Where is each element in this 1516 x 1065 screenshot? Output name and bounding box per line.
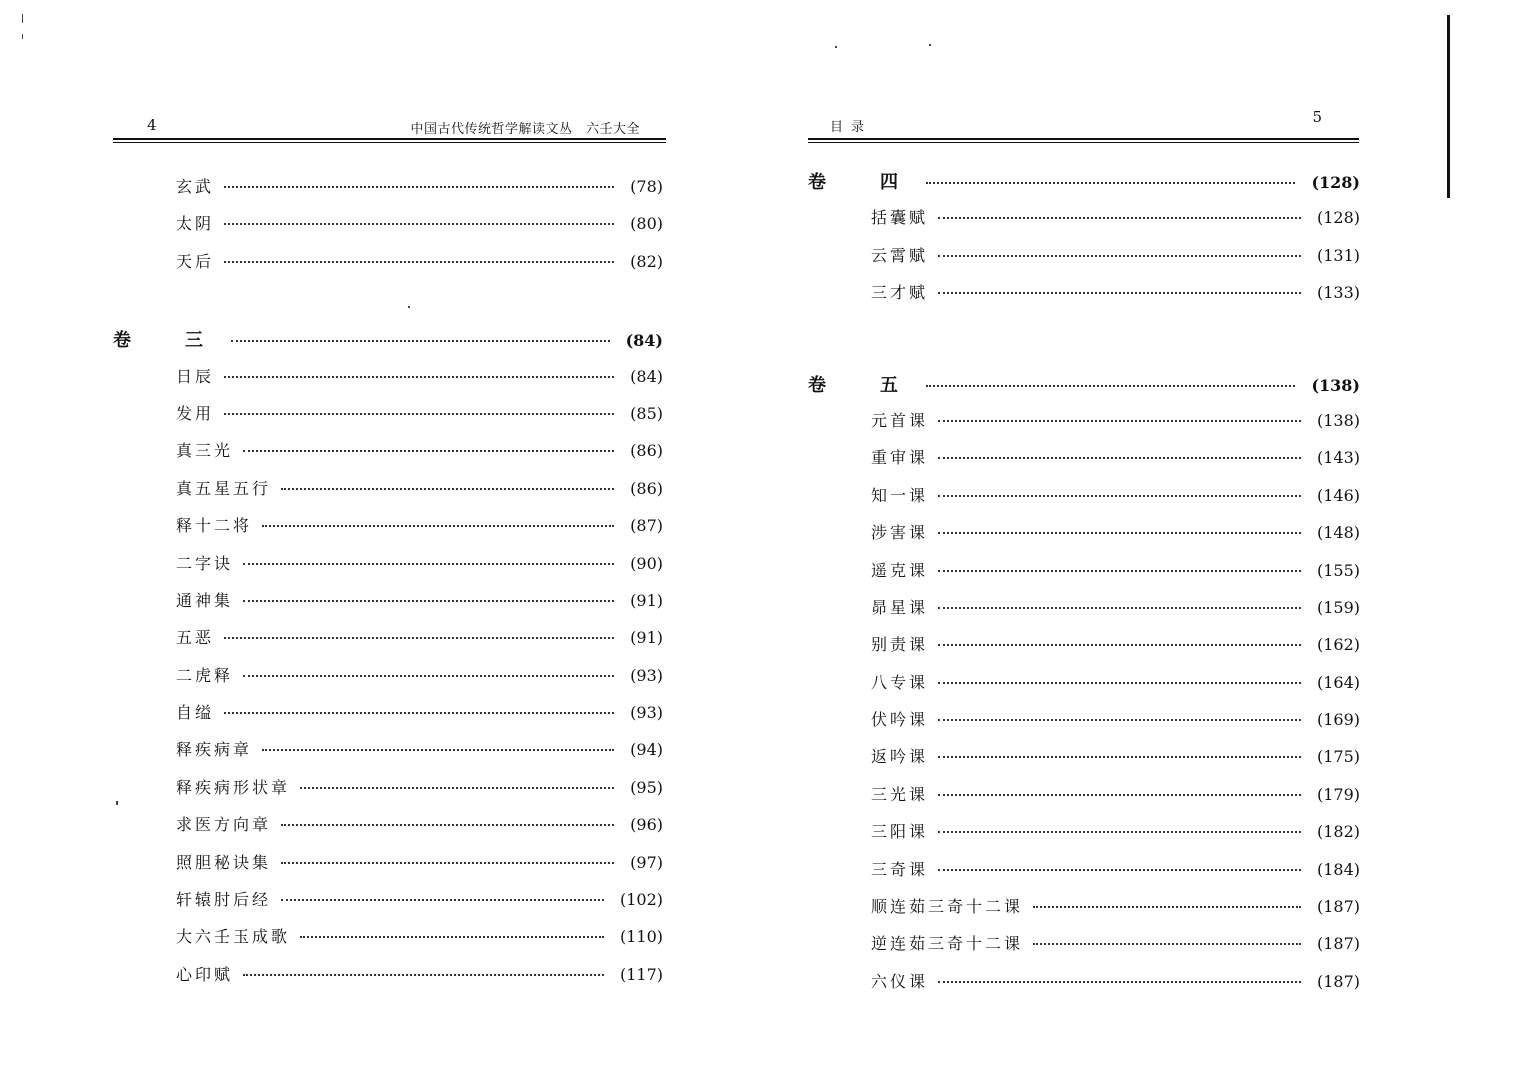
toc-entry-page: (175) xyxy=(1316,747,1360,767)
toc-entry-title: 八专课 xyxy=(871,672,929,692)
toc-entry-page: (117) xyxy=(619,964,663,984)
dot-leader xyxy=(224,261,614,263)
volume-title: 卷 四 xyxy=(808,172,916,193)
toc-entry[interactable] xyxy=(808,931,1360,968)
toc-entry-title: 三光课 xyxy=(871,784,929,804)
dot-leader xyxy=(281,899,604,901)
dot-leader xyxy=(938,644,1301,646)
dot-leader xyxy=(938,532,1301,534)
volume-heading[interactable] xyxy=(113,326,663,363)
toc-entry-page: (187) xyxy=(1316,971,1360,991)
toc-entry[interactable] xyxy=(113,364,663,401)
volume-heading[interactable] xyxy=(808,371,1360,408)
dot-leader xyxy=(938,831,1301,833)
scan-speck xyxy=(835,46,837,48)
toc-entry[interactable] xyxy=(113,812,663,849)
series-title: 中国古代传统哲学解读文丛 六壬大全 xyxy=(410,122,640,137)
toc-left xyxy=(113,174,663,999)
toc-entry-title: 真三光 xyxy=(176,441,234,461)
toc-entry-title: 云霄赋 xyxy=(871,245,929,265)
dot-leader xyxy=(243,450,614,452)
toc-entry-page: (91) xyxy=(630,590,663,610)
dot-leader xyxy=(281,862,614,864)
toc-entry[interactable] xyxy=(808,819,1360,856)
dot-leader xyxy=(300,936,604,938)
toc-entry[interactable] xyxy=(808,243,1360,280)
toc-entry-page: (97) xyxy=(630,852,663,872)
dot-leader xyxy=(1033,943,1301,945)
dot-leader xyxy=(281,824,614,826)
dot-leader xyxy=(938,495,1301,497)
toc-entry-page: (82) xyxy=(630,251,663,271)
toc-entry-title: 通神集 xyxy=(176,590,234,610)
dot-leader xyxy=(243,600,614,602)
toc-entry-title: 真五星五行 xyxy=(176,478,272,498)
toc-entry[interactable] xyxy=(808,969,1360,1006)
scan-speck xyxy=(408,306,410,308)
toc-entry-page: (179) xyxy=(1316,784,1360,804)
dot-leader xyxy=(1033,906,1301,908)
toc-entry-title: 二虎释 xyxy=(176,665,234,685)
toc-entry[interactable] xyxy=(113,625,663,662)
toc-entry-page: (184) xyxy=(1316,859,1360,879)
dot-leader xyxy=(938,719,1301,721)
toc-entry-page: (169) xyxy=(1316,710,1360,730)
dot-leader xyxy=(224,223,614,225)
toc-entry[interactable] xyxy=(113,211,663,248)
dot-leader xyxy=(262,525,614,527)
toc-entry-title: 昴星课 xyxy=(871,597,929,617)
toc-entry-title: 自缢 xyxy=(176,703,215,723)
toc-entry-page: (146) xyxy=(1316,485,1360,505)
toc-entry-page: (86) xyxy=(630,478,663,498)
dot-leader xyxy=(926,182,1295,184)
dot-leader xyxy=(938,682,1301,684)
toc-entry[interactable] xyxy=(113,551,663,588)
dot-leader xyxy=(938,420,1301,422)
toc-entry[interactable] xyxy=(808,670,1360,707)
dot-leader xyxy=(224,712,614,714)
toc-entry-title: 五恶 xyxy=(176,628,215,648)
toc-entry[interactable] xyxy=(113,962,663,999)
dot-leader xyxy=(938,756,1301,758)
dot-leader xyxy=(938,869,1301,871)
header-rule xyxy=(113,138,666,140)
dot-leader xyxy=(243,563,614,565)
toc-entry-title: 别责课 xyxy=(871,635,929,655)
dot-leader xyxy=(224,413,614,415)
dot-leader xyxy=(938,255,1301,257)
toc-entry[interactable] xyxy=(808,632,1360,669)
toc-entry-title: 玄武 xyxy=(176,177,215,196)
dot-leader xyxy=(281,488,614,490)
toc-entry-title: 涉害课 xyxy=(871,523,929,543)
toc-entry[interactable] xyxy=(113,924,663,961)
page-number: 5 xyxy=(1312,108,1322,126)
toc-entry-page: (87) xyxy=(630,516,663,536)
dot-leader xyxy=(938,981,1301,983)
toc-entry[interactable] xyxy=(113,401,663,438)
toc-entry[interactable] xyxy=(808,894,1360,931)
toc-entry-title: 重审课 xyxy=(871,448,929,468)
toc-entry-page: (131) xyxy=(1316,245,1360,265)
toc-entry[interactable] xyxy=(113,775,663,812)
toc-entry[interactable] xyxy=(808,707,1360,744)
toc-entry-page: (96) xyxy=(630,815,663,835)
toc-entry[interactable] xyxy=(808,483,1360,520)
dot-leader xyxy=(224,637,614,639)
toc-entry-page: (110) xyxy=(619,927,663,947)
toc-entry-page: (148) xyxy=(1316,523,1360,543)
toc-entry-page: (155) xyxy=(1316,560,1360,580)
toc-entry-page: (93) xyxy=(630,665,663,685)
scan-speck xyxy=(22,34,23,39)
toc-entry-title: 照胆秘诀集 xyxy=(176,852,272,872)
toc-entry[interactable] xyxy=(113,700,663,737)
right-page xyxy=(758,0,1516,1065)
dot-leader xyxy=(938,570,1301,572)
toc-entry-page: (182) xyxy=(1316,822,1360,842)
scan-edge-line xyxy=(1447,15,1450,198)
toc-entry-title: 遥克课 xyxy=(871,560,929,580)
volume-page: (128) xyxy=(1311,173,1360,192)
volume-heading[interactable] xyxy=(808,168,1360,205)
toc-entry-page: (187) xyxy=(1316,934,1360,954)
header-rule-thin xyxy=(808,142,1359,143)
toc-entry[interactable] xyxy=(808,595,1360,632)
toc-entry[interactable] xyxy=(808,445,1360,482)
toc-entry-title: 心印赋 xyxy=(176,964,234,984)
toc-entry-title: 日辰 xyxy=(176,366,215,386)
dot-leader xyxy=(926,385,1295,387)
toc-entry-page: (138) xyxy=(1316,410,1360,430)
toc-entry[interactable] xyxy=(113,850,663,887)
toc-entry[interactable] xyxy=(113,663,663,700)
toc-right xyxy=(808,168,1360,1006)
toc-entry-title: 三阳课 xyxy=(871,822,929,842)
toc-entry-page: (86) xyxy=(630,441,663,461)
toc-entry[interactable] xyxy=(113,249,663,286)
dot-leader xyxy=(231,340,610,342)
toc-entry[interactable] xyxy=(113,438,663,475)
toc-entry-page: (102) xyxy=(619,890,663,910)
scan-speck xyxy=(22,14,23,23)
toc-entry-page: (128) xyxy=(1316,208,1360,228)
section-label: 目录 xyxy=(830,120,873,135)
toc-entry[interactable] xyxy=(808,857,1360,894)
volume-page: (138) xyxy=(1311,375,1360,395)
toc-entry[interactable] xyxy=(808,408,1360,445)
dot-leader xyxy=(938,292,1301,294)
toc-entry[interactable] xyxy=(808,280,1360,317)
toc-entry-title: 括囊赋 xyxy=(871,208,929,228)
dot-leader xyxy=(938,607,1301,609)
toc-entry-page: (90) xyxy=(630,553,663,573)
toc-entry-title: 天后 xyxy=(176,251,215,271)
dot-leader xyxy=(224,186,614,188)
toc-entry-page: (93) xyxy=(630,703,663,723)
volume-title: 卷 五 xyxy=(808,374,916,396)
toc-entry[interactable] xyxy=(113,887,663,924)
header-rule-thin xyxy=(113,142,666,143)
toc-entry-title: 顺连茹三奇十二课 xyxy=(871,897,1024,917)
dot-leader xyxy=(300,787,614,789)
toc-entry-title: 释疾病形状章 xyxy=(176,777,291,797)
toc-entry-page: (95) xyxy=(630,777,663,797)
toc-entry[interactable] xyxy=(808,520,1360,557)
toc-entry-page: (94) xyxy=(630,740,663,760)
dot-leader xyxy=(938,457,1301,459)
toc-entry[interactable] xyxy=(808,558,1360,595)
toc-entry-page: (78) xyxy=(630,177,663,196)
toc-entry-title: 轩辕肘后经 xyxy=(176,890,272,910)
toc-entry[interactable] xyxy=(113,174,663,211)
volume-page: (84) xyxy=(625,331,663,351)
toc-entry[interactable] xyxy=(113,476,663,513)
toc-entry-title: 元首课 xyxy=(871,410,929,430)
page-number: 4 xyxy=(147,116,157,134)
toc-entry-title: 释疾病章 xyxy=(176,740,253,760)
scan-speck xyxy=(929,44,931,46)
running-head-left xyxy=(113,116,666,136)
header-rule xyxy=(808,138,1359,140)
toc-entry-title: 六仪课 xyxy=(871,971,929,991)
toc-entry-page: (133) xyxy=(1316,283,1360,303)
toc-entry-title: 释十二将 xyxy=(176,516,253,536)
toc-entry-title: 求医方向章 xyxy=(176,815,272,835)
toc-entry-title: 太阴 xyxy=(176,214,215,234)
toc-entry[interactable] xyxy=(808,744,1360,781)
toc-entry-page: (84) xyxy=(630,366,663,386)
toc-entry-title: 大六壬玉成歌 xyxy=(176,927,291,947)
dot-leader xyxy=(224,376,614,378)
dot-leader xyxy=(262,749,614,751)
toc-entry-title: 三才赋 xyxy=(871,283,929,303)
toc-entry-title: 逆连茹三奇十二课 xyxy=(871,934,1024,954)
dot-leader xyxy=(243,974,604,976)
toc-entry-page: (162) xyxy=(1316,635,1360,655)
toc-entry-page: (164) xyxy=(1316,672,1360,692)
toc-entry-page: (187) xyxy=(1316,897,1360,917)
toc-entry-title: 二字诀 xyxy=(176,553,234,573)
toc-entry[interactable] xyxy=(113,588,663,625)
dot-leader xyxy=(938,794,1301,796)
toc-entry[interactable] xyxy=(808,782,1360,819)
toc-entry-page: (159) xyxy=(1316,597,1360,617)
toc-entry-title: 伏吟课 xyxy=(871,710,929,730)
toc-entry-title: 发用 xyxy=(176,403,215,423)
dot-leader xyxy=(243,675,614,677)
toc-entry-page: (91) xyxy=(630,628,663,648)
toc-entry[interactable] xyxy=(808,205,1360,242)
scan-speck xyxy=(116,801,118,805)
toc-entry-page: (80) xyxy=(630,214,663,234)
toc-entry[interactable] xyxy=(113,737,663,774)
toc-entry[interactable] xyxy=(113,513,663,550)
toc-entry-page: (85) xyxy=(630,403,663,423)
toc-entry-page: (143) xyxy=(1316,448,1360,468)
toc-entry-title: 知一课 xyxy=(871,485,929,505)
volume-title: 卷 三 xyxy=(113,330,221,352)
running-head-right xyxy=(808,108,1359,136)
dot-leader xyxy=(938,217,1301,219)
toc-entry-title: 三奇课 xyxy=(871,859,929,879)
toc-entry-title: 返吟课 xyxy=(871,747,929,767)
